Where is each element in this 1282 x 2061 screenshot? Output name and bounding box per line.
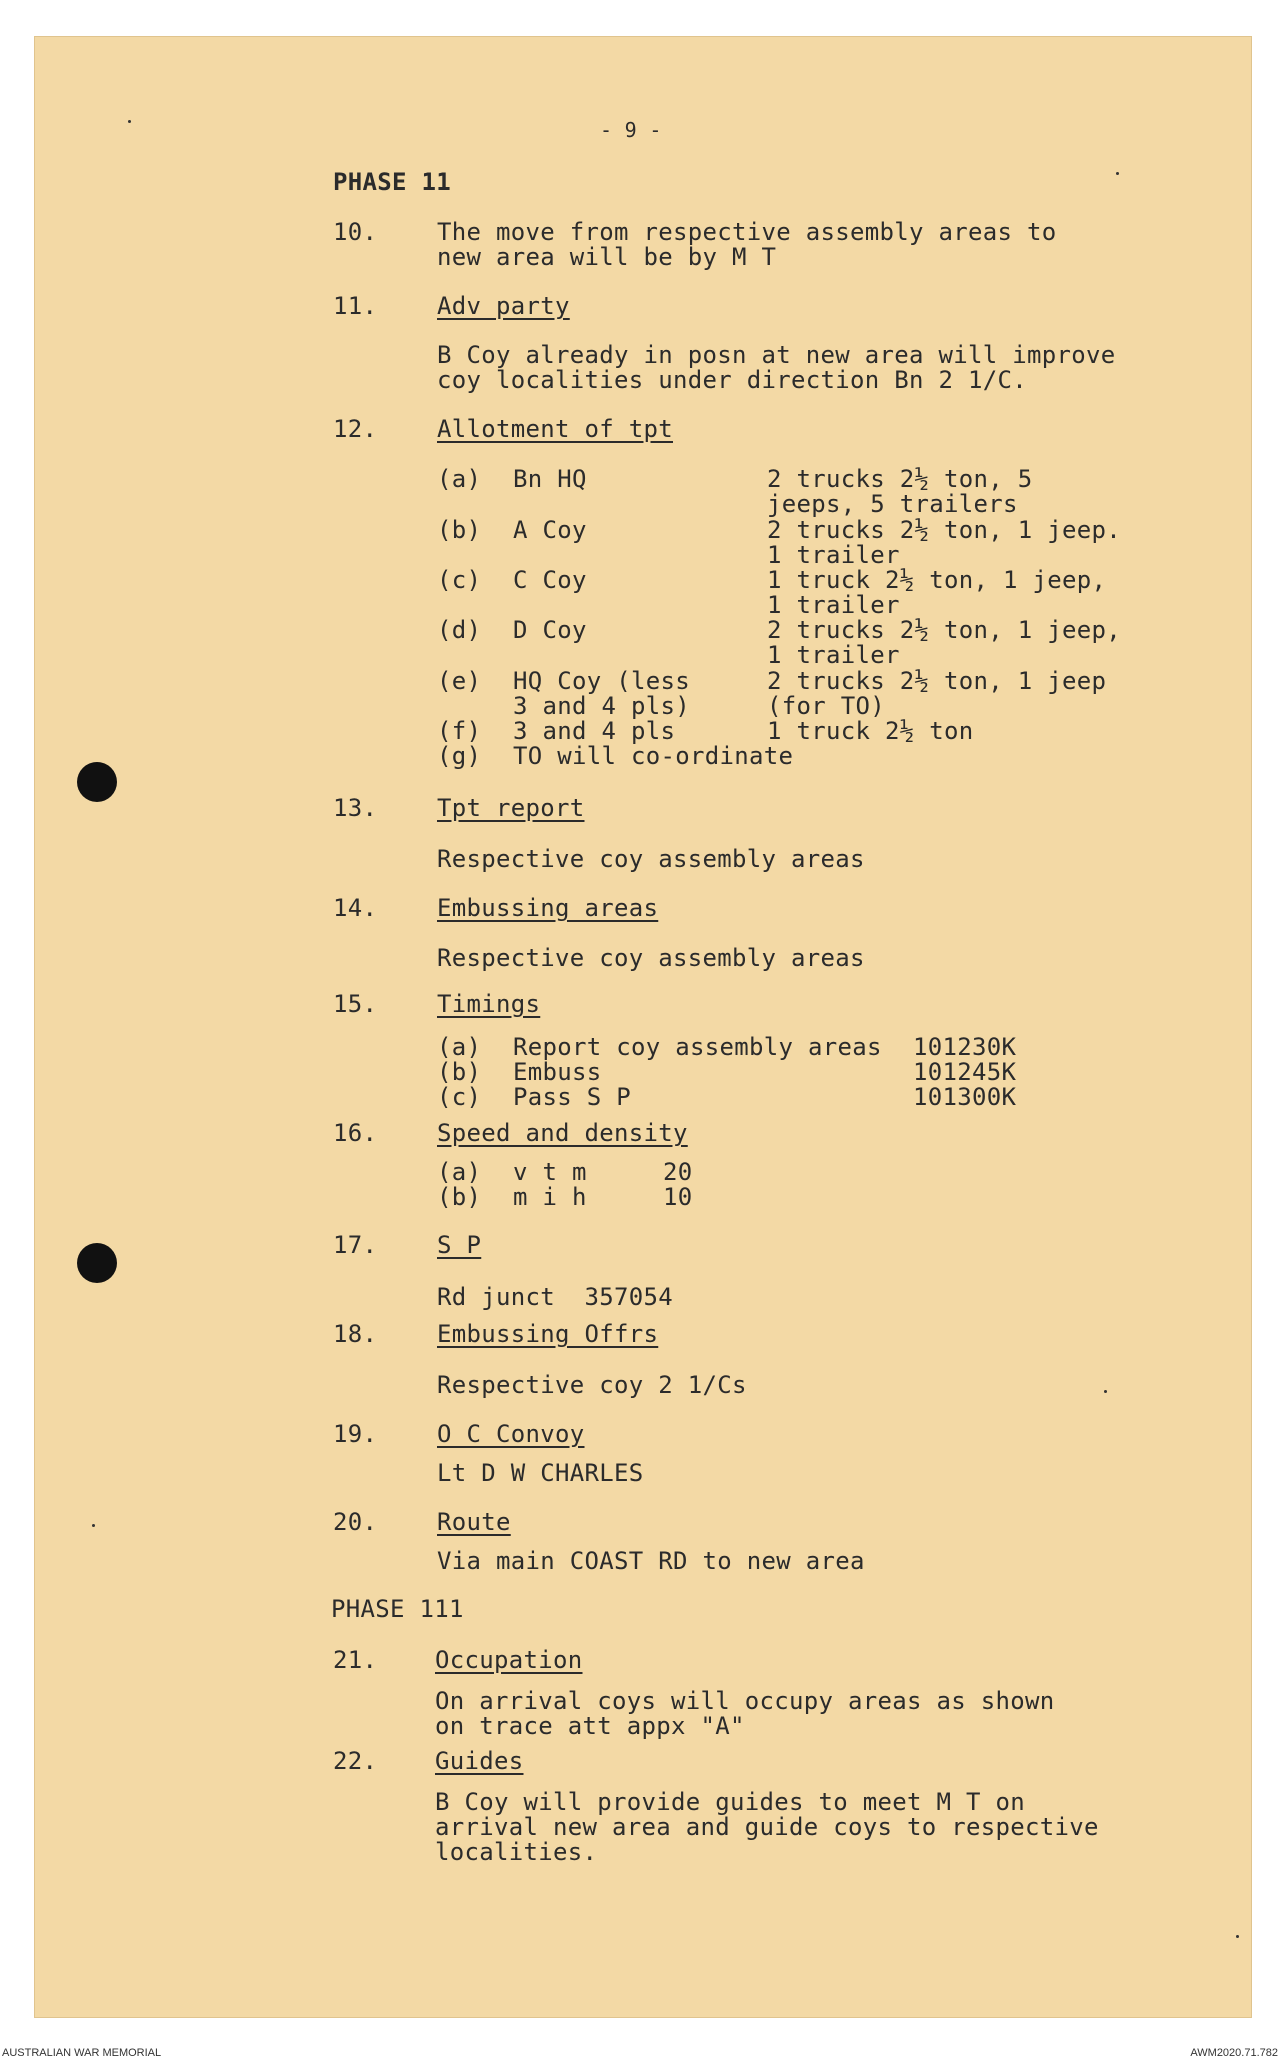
unit-name: D Coy xyxy=(513,616,587,644)
para-heading: Speed and density xyxy=(437,1119,688,1147)
tpt-allotment: 1 truck 2½ ton xyxy=(767,717,974,745)
unit-name: Bn HQ xyxy=(513,465,587,493)
timing-event: Embuss xyxy=(513,1058,602,1086)
para-text: on trace att appx "A" xyxy=(435,1712,745,1740)
list-letter: (a) xyxy=(437,1158,482,1186)
list-letter: (b) xyxy=(437,516,482,544)
unit-name: TO will co-ordinate xyxy=(513,742,794,770)
tpt-allotment: 1 trailer xyxy=(767,591,900,619)
list-letter: (c) xyxy=(437,566,482,594)
punch-hole-top xyxy=(77,762,117,802)
tpt-allotment: 2 trucks 2½ ton, 1 jeep xyxy=(767,667,1107,695)
punch-hole-bottom xyxy=(77,1243,117,1283)
archive-credit: AUSTRALIAN WAR MEMORIAL xyxy=(2,2047,162,2059)
para-heading: Route xyxy=(437,1508,511,1536)
paper-speck xyxy=(128,120,131,123)
para-heading: Adv party xyxy=(437,292,570,320)
paper-speck xyxy=(1116,172,1119,175)
para-text: arrival new area and guide coys to respective xyxy=(435,1813,1099,1841)
para-number: 17. xyxy=(333,1231,378,1259)
para-heading: Timings xyxy=(437,990,541,1018)
list-letter: (a) xyxy=(437,1033,482,1061)
list-letter: (f) xyxy=(437,717,482,745)
density-value: 10 xyxy=(663,1183,693,1211)
timing-event: Report coy assembly areas xyxy=(513,1033,882,1061)
list-letter: (c) xyxy=(437,1083,482,1111)
para-number: 13. xyxy=(333,794,378,822)
para-text: Respective coy assembly areas xyxy=(437,944,865,972)
timing-value: 101245K xyxy=(913,1058,1017,1086)
para-text: B Coy will provide guides to meet M T on xyxy=(435,1788,1025,1816)
phase-heading: PHASE 111 xyxy=(331,1595,464,1623)
para-text: localities. xyxy=(435,1838,598,1866)
tpt-allotment: jeeps, 5 trailers xyxy=(767,490,1018,518)
tpt-allotment: 2 trucks 2½ ton, 1 jeep. xyxy=(767,516,1121,544)
para-number: 22. xyxy=(333,1747,378,1775)
tpt-allotment: 1 trailer xyxy=(767,541,900,569)
para-text: Lt D W CHARLES xyxy=(437,1459,644,1487)
para-heading: S P xyxy=(437,1231,482,1259)
para-text: Respective coy 2 1/Cs xyxy=(437,1371,747,1399)
para-text: Via main COAST RD to new area xyxy=(437,1547,865,1575)
density-label: v t m xyxy=(513,1158,587,1186)
para-number: 19. xyxy=(333,1420,378,1448)
density-value: 20 xyxy=(663,1158,693,1186)
timing-event: Pass S P xyxy=(513,1083,631,1111)
para-number: 21. xyxy=(333,1646,378,1674)
para-text: The move from respective assembly areas to xyxy=(437,218,1057,246)
list-letter: (b) xyxy=(437,1058,482,1086)
tpt-allotment: 1 trailer xyxy=(767,641,900,669)
unit-name: A Coy xyxy=(513,516,587,544)
para-heading: Embussing areas xyxy=(437,894,659,922)
para-text: Rd junct 357054 xyxy=(437,1283,673,1311)
para-heading: Embussing Offrs xyxy=(437,1320,659,1348)
timing-value: 101230K xyxy=(913,1033,1017,1061)
tpt-allotment: 2 trucks 2½ ton, 1 jeep, xyxy=(767,616,1121,644)
list-letter: (d) xyxy=(437,616,482,644)
paper-speck xyxy=(1236,1935,1239,1938)
page-number: - 9 - xyxy=(600,118,662,142)
para-heading: Allotment of tpt xyxy=(437,415,673,443)
unit-name: 3 and 4 pls) xyxy=(513,692,690,720)
para-number: 20. xyxy=(333,1508,378,1536)
para-number: 16. xyxy=(333,1119,378,1147)
para-number: 12. xyxy=(333,415,378,443)
para-text: Respective coy assembly areas xyxy=(437,845,865,873)
phase-heading: PHASE 11 xyxy=(333,168,451,196)
para-number: 11. xyxy=(333,292,378,320)
para-number: 14. xyxy=(333,894,378,922)
tpt-allotment: 2 trucks 2½ ton, 5 xyxy=(767,465,1033,493)
para-text: On arrival coys will occupy areas as shown xyxy=(435,1687,1055,1715)
paper-speck xyxy=(1104,1390,1107,1393)
density-label: m i h xyxy=(513,1183,587,1211)
tpt-allotment: (for TO) xyxy=(767,692,885,720)
para-heading: O C Convoy xyxy=(437,1420,585,1448)
timing-value: 101300K xyxy=(913,1083,1017,1111)
para-number: 18. xyxy=(333,1320,378,1348)
list-letter: (b) xyxy=(437,1183,482,1211)
para-number: 15. xyxy=(333,990,378,1018)
para-heading: Occupation xyxy=(435,1646,583,1674)
list-letter: (a) xyxy=(437,465,482,493)
unit-name: 3 and 4 pls xyxy=(513,717,676,745)
list-letter: (g) xyxy=(437,742,482,770)
para-text: B Coy already in posn at new area will improve xyxy=(437,341,1116,369)
list-letter: (e) xyxy=(437,667,482,695)
para-text: coy localities under direction Bn 2 1/C. xyxy=(437,366,1027,394)
para-number: 10. xyxy=(333,218,378,246)
tpt-allotment: 1 truck 2½ ton, 1 jeep, xyxy=(767,566,1107,594)
para-text: new area will be by M T xyxy=(437,243,777,271)
para-heading: Tpt report xyxy=(437,794,585,822)
unit-name: HQ Coy (less xyxy=(513,667,690,695)
paper-speck xyxy=(92,1524,95,1527)
para-heading: Guides xyxy=(435,1747,524,1775)
archive-reference: AWM2020.71.782 xyxy=(1190,2047,1278,2059)
unit-name: C Coy xyxy=(513,566,587,594)
